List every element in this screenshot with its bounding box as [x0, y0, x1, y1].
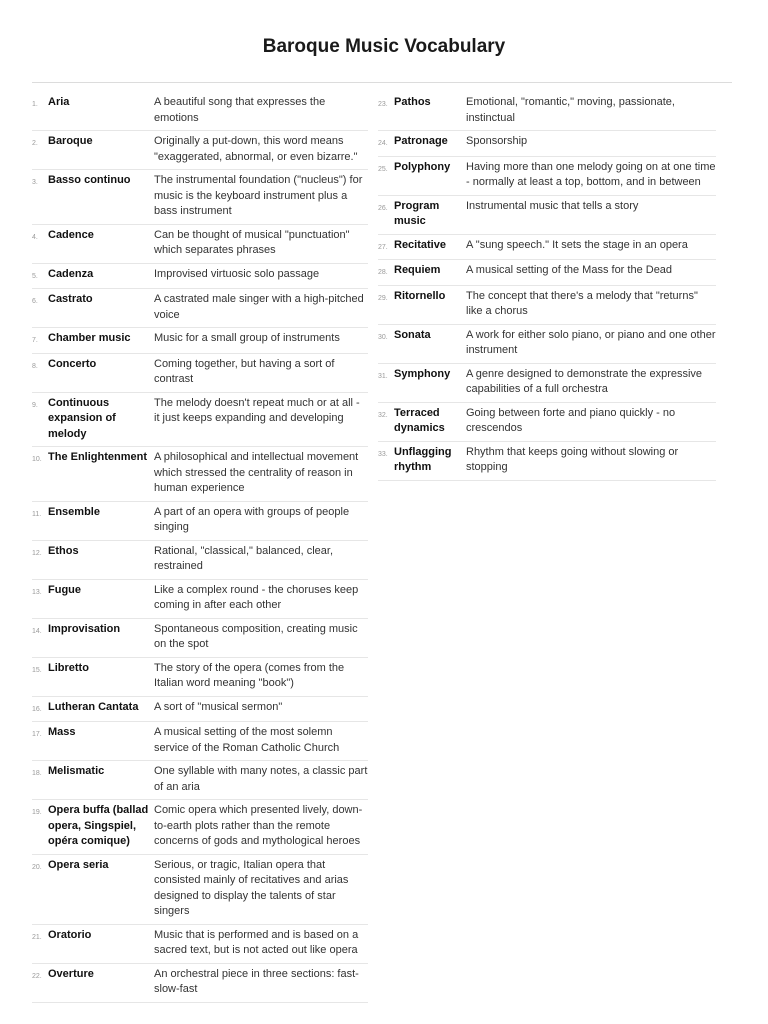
vocabulary-row [32, 92, 368, 131]
vocabulary-term: Ritornello [394, 289, 446, 302]
vocabulary-term: Recitative [394, 238, 446, 251]
vocabulary-row [378, 442, 716, 481]
vocabulary-definition: The concept that there's a melody that "returns" like a chorus [466, 289, 698, 317]
vocabulary-definition: Music for a small group of instruments [154, 332, 340, 344]
vocabulary-term: The Enlightenment [48, 451, 147, 463]
vocabulary-row [32, 800, 368, 855]
vocabulary-definition: One syllable with many notes, a classic part of an aria [154, 765, 368, 793]
vocabulary-term: Sonata [394, 328, 431, 341]
item-number: 28. [378, 269, 388, 276]
vocabulary-definition: A genre designed to demonstrate the expressive capabilities of a full orchestra [466, 367, 703, 395]
title-divider [32, 82, 732, 83]
item-number: 31. [378, 372, 388, 380]
vocabulary-row [32, 761, 368, 800]
vocabulary-row [378, 260, 716, 286]
vocabulary-row [378, 157, 716, 196]
vocabulary-row [378, 325, 716, 364]
item-number: 29. [378, 294, 388, 302]
item-number: 3. [32, 179, 38, 186]
vocabulary-row [32, 225, 368, 264]
vocabulary-definition: Having more than one melody going on at one time - normally at least a top, bottom, and in between [466, 160, 716, 188]
vocabulary-definition: Like a complex round - the choruses keep coming in after each other [154, 583, 359, 611]
vocabulary-row [378, 403, 716, 442]
vocabulary-row [378, 364, 716, 403]
item-number: 23. [378, 101, 388, 108]
vocabulary-term: Improvisation [48, 622, 121, 635]
vocabulary-term: Patronage [394, 135, 448, 147]
vocabulary-definition: Can be thought of musical "punctuation" which separates phrases [154, 228, 350, 256]
vocabulary-term: Ethos [48, 544, 79, 557]
item-number: 7. [32, 337, 38, 344]
vocabulary-definition: Originally a put-down, this word means "exaggerated, abnormal, or even bizarre." [154, 135, 358, 163]
vocabulary-definition: A part of an opera with groups of people singing [154, 505, 350, 533]
item-number: 14. [32, 627, 42, 635]
vocabulary-definition: Sponsorship [466, 135, 528, 147]
item-number: 12. [32, 549, 42, 557]
vocabulary-term: Libretto [48, 661, 89, 674]
vocabulary-definition: The story of the opera (comes from the Italian word meaning "book") [154, 661, 345, 689]
vocabulary-definition: Music that is performed and is based on a sacred text, but is not acted out like opera [154, 928, 359, 956]
vocabulary-row [32, 541, 368, 580]
vocabulary-term: Overture [48, 967, 94, 980]
vocabulary-term: Basso continuo [48, 174, 131, 186]
vocabulary-term: Opera buffa (ballad opera, Singspiel, opéra comique) [48, 804, 149, 847]
vocabulary-definition: Spontaneous composition, creating music on the spot [154, 622, 358, 650]
vocabulary-list-right [378, 92, 716, 481]
vocabulary-definition: The melody doesn't repeat much or at all - it just keeps expanding and developing [154, 396, 360, 424]
vocabulary-term: Lutheran Cantata [48, 700, 139, 713]
vocabulary-row [32, 658, 368, 697]
vocabulary-term: Aria [48, 96, 70, 108]
item-number: 6. [32, 298, 38, 305]
vocabulary-row [32, 328, 368, 354]
item-number: 8. [32, 362, 38, 370]
item-number: 2. [32, 140, 38, 147]
item-number: 32. [378, 411, 388, 419]
vocabulary-definition: Comic opera which presented lively, down-to-earth plots rather than the remote concerns of gods and mythological heroes [154, 804, 363, 847]
vocabulary-row [32, 447, 368, 502]
vocabulary-definition: Going between forte and piano quickly - no crescendos [466, 406, 676, 434]
vocabulary-term: Mass [48, 726, 76, 738]
item-number: 20. [32, 863, 42, 871]
vocabulary-term: Requiem [394, 264, 441, 276]
vocabulary-row [32, 925, 368, 964]
item-number: 19. [32, 809, 42, 816]
vocabulary-term: Unflagging rhythm [394, 445, 452, 473]
vocabulary-row [378, 196, 716, 235]
item-number: 26. [378, 204, 388, 212]
item-number: 22. [32, 972, 42, 980]
vocabulary-term: Baroque [48, 135, 93, 147]
vocabulary-row [32, 722, 368, 761]
page-title: Baroque Music Vocabulary [262, 36, 506, 57]
vocabulary-term: Fugue [48, 583, 81, 596]
item-number: 30. [378, 333, 388, 341]
item-number: 13. [32, 588, 42, 596]
vocabulary-definition: A "sung speech." It sets the stage in an opera [466, 238, 688, 251]
item-number: 17. [32, 731, 42, 738]
vocabulary-row [32, 170, 368, 225]
vocabulary-definition: A musical setting of the most solemn service of the Roman Catholic Church [154, 726, 340, 754]
vocabulary-definition: An orchestral piece in three sections: fast-slow-fast [154, 967, 359, 995]
vocabulary-row [32, 502, 368, 541]
item-number: 27. [378, 243, 388, 251]
vocabulary-definition: Rhythm that keeps going without slowing or stopping [466, 445, 679, 473]
vocabulary-term: Continuous expansion of melody [48, 396, 116, 440]
vocabulary-term: Pathos [394, 96, 431, 108]
item-number: 33. [378, 450, 388, 458]
vocabulary-definition: A sort of "musical sermon" [154, 700, 283, 713]
item-number: 18. [32, 770, 42, 777]
vocabulary-definition: A work for either solo piano, or piano and one other instrument [466, 328, 716, 356]
item-number: 4. [32, 233, 38, 241]
vocabulary-definition: A philosophical and intellectual movement which stressed the centrality of reason in human experience [154, 451, 359, 494]
vocabulary-row [32, 580, 368, 619]
vocabulary-row [32, 697, 368, 723]
vocabulary-row [32, 264, 368, 290]
vocabulary-term: Ensemble [48, 505, 100, 518]
vocabulary-term: Terraced dynamics [394, 406, 445, 434]
vocabulary-definition: A castrated male singer with a high-pitched voice [154, 293, 364, 321]
item-number: 9. [32, 401, 38, 409]
item-number: 1. [32, 101, 38, 108]
item-number: 24. [378, 140, 388, 147]
vocabulary-row [378, 92, 716, 131]
vocabulary-row [32, 354, 368, 393]
item-number: 16. [32, 705, 42, 713]
vocabulary-term: Chamber music [48, 332, 131, 344]
vocabulary-definition: Instrumental music that tells a story [466, 199, 639, 212]
vocabulary-term: Symphony [394, 367, 451, 380]
vocabulary-term: Program music [394, 199, 440, 227]
vocabulary-term: Oratorio [48, 928, 92, 941]
vocabulary-row [378, 235, 716, 261]
item-number: 10. [32, 456, 42, 463]
vocabulary-row [32, 619, 368, 658]
item-number: 25. [378, 165, 388, 173]
item-number: 21. [32, 933, 42, 941]
vocabulary-row [378, 131, 716, 157]
vocabulary-term: Cadence [48, 228, 94, 241]
vocabulary-term: Cadenza [48, 267, 94, 280]
vocabulary-term: Opera seria [48, 858, 109, 871]
item-number: 5. [32, 272, 38, 280]
vocabulary-row [32, 855, 368, 925]
vocabulary-term: Castrato [48, 293, 93, 305]
vocabulary-term: Melismatic [48, 765, 105, 777]
vocabulary-definition: Emotional, "romantic," moving, passionate, instinctual [466, 96, 675, 124]
vocabulary-definition: Improvised virtuosic solo passage [154, 267, 320, 280]
vocabulary-list-left [32, 92, 368, 1003]
vocabulary-row [32, 393, 368, 448]
vocabulary-row [32, 289, 368, 328]
vocabulary-definition: A beautiful song that expresses the emotions [154, 96, 326, 124]
item-number: 15. [32, 666, 42, 674]
vocabulary-row [32, 964, 368, 1003]
vocabulary-definition: Serious, or tragic, Italian opera that consisted mainly of recitatives and arias designed to display the talents of star singers [154, 858, 349, 917]
item-number: 11. [32, 510, 42, 518]
vocabulary-term: Polyphony [394, 160, 451, 173]
vocabulary-row [378, 286, 716, 325]
vocabulary-row [32, 131, 368, 170]
vocabulary-definition: Coming together, but having a sort of contrast [154, 357, 335, 385]
vocabulary-term: Concerto [48, 357, 97, 370]
vocabulary-definition: Rational, "classical," balanced, clear, restrained [154, 544, 334, 572]
vocabulary-definition: The instrumental foundation ("nucleus") for music is the keyboard instrument plus a bass instrument [154, 174, 363, 217]
vocabulary-definition: A musical setting of the Mass for the Dead [466, 264, 673, 276]
